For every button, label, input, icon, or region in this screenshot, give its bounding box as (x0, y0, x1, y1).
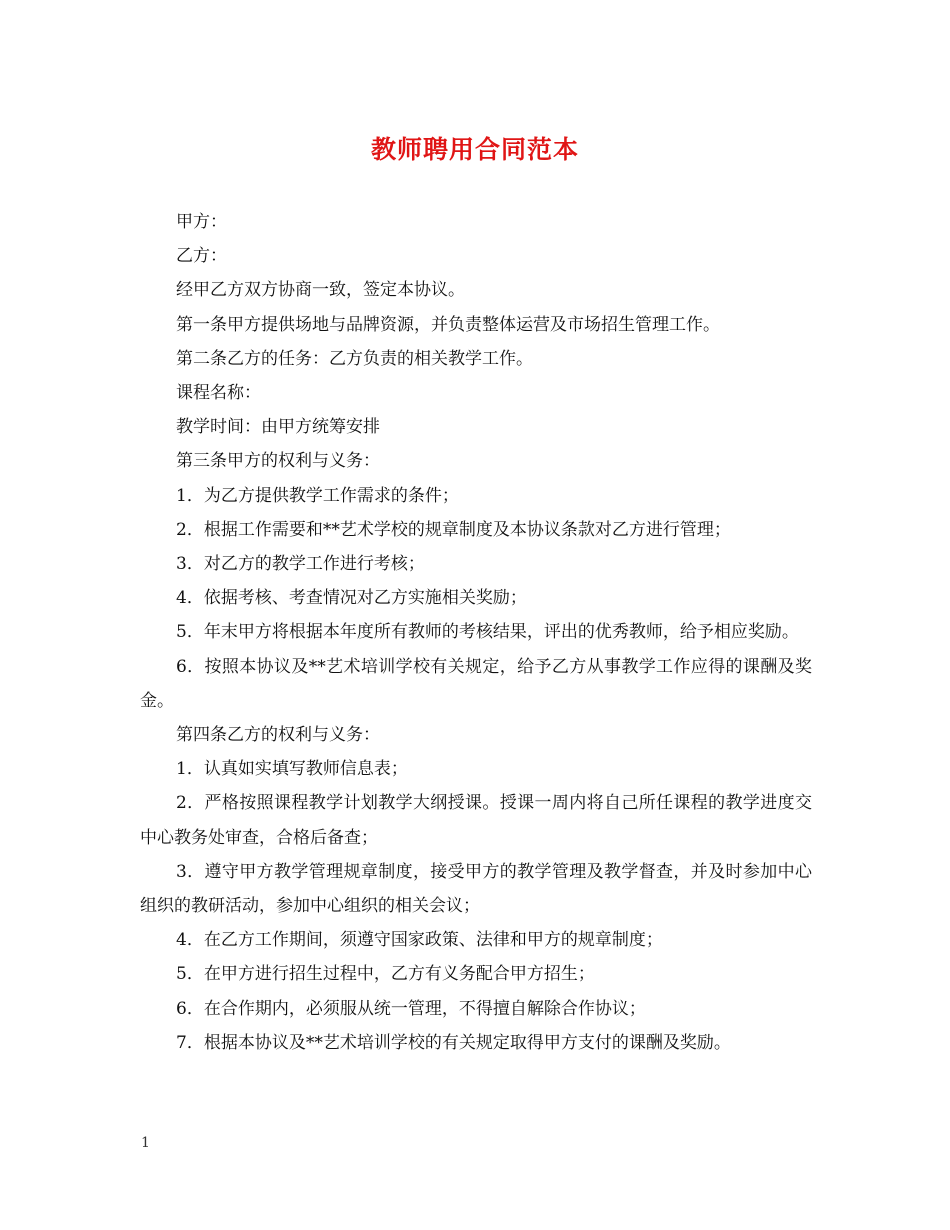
paragraph-article-3-item-2: 2．根据工作需要和**艺术学校的规章制度及本协议条款对乙方进行管理； (176, 519, 731, 540)
document-title: 教师聘用合同范本 (370, 135, 579, 164)
paragraph-article-4-item-2: 2．严格按照课程教学计划教学大纲授课。授课一周内将自己所任课程的教学进度交中心教务处审查，合格后备查； (140, 793, 812, 848)
page-number: 1 (141, 1135, 150, 1151)
paragraph-article-4-item-1: 1．认真如实填写教师信息表； (176, 759, 408, 780)
paragraph-article-2: 第二条乙方的任务：乙方负责的相关教学工作。 (176, 348, 533, 369)
paragraph-party-a: 甲方： (176, 212, 227, 232)
paragraph-article-4-item-3: 3．遵守甲方教学管理规章制度，接受甲方的教学管理及教学督查，并及时参加中心组织的教研活动，参加中心组织的相关会议； (140, 861, 812, 917)
paragraph-course-name: 课程名称： (176, 383, 261, 404)
paragraph-article-3-item-3: 3．对乙方的教学工作进行考核； (176, 554, 425, 575)
paragraph-party-b: 乙方： (176, 246, 227, 267)
paragraph-article-3-item-5: 5．年末甲方将根据本年度所有教师的考核结果，评出的优秀教师，给予相应奖励。 (176, 622, 799, 643)
paragraph-article-4-item-5: 5．在甲方进行招生过程中，乙方有义务配合甲方招生； (176, 964, 595, 985)
paragraph-article-4-item-4: 4．在乙方工作期间，须遵守国家政策、法律和甲方的规章制度； (176, 930, 663, 951)
paragraph-article-3-item-4: 4．依据考核、考查情况对乙方实施相关奖励； (176, 588, 527, 609)
paragraph-article-4-item-7: 7．根据本协议及**艺术培训学校的有关规定取得甲方支付的课酬及奖励。 (176, 1032, 731, 1053)
paragraph-article-3-item-1: 1．为乙方提供教学工作需求的条件； (176, 485, 459, 506)
paragraph-article-3: 第三条甲方的权利与义务： (176, 451, 380, 472)
document-body (140, 205, 812, 1060)
paragraph-article-4: 第四条乙方的权利与义务： (176, 725, 380, 746)
paragraph-article-4-item-6: 6．在合作期内，必须服从统一管理，不得擅自解除合作协议； (176, 998, 646, 1019)
paragraph-article-1: 第一条甲方提供场地与品牌资源，并负责整体运营及市场招生管理工作。 (176, 314, 720, 335)
paragraph-article-3-item-6: 6．按照本协议及**艺术培训学校有关规定，给予乙方从事教学工作应得的课酬及奖金。 (140, 656, 812, 711)
paragraph-intro: 经甲乙方双方协商一致，签定本协议。 (176, 280, 465, 301)
paragraph-teaching-time: 教学时间：由甲方统筹安排 (176, 417, 380, 438)
